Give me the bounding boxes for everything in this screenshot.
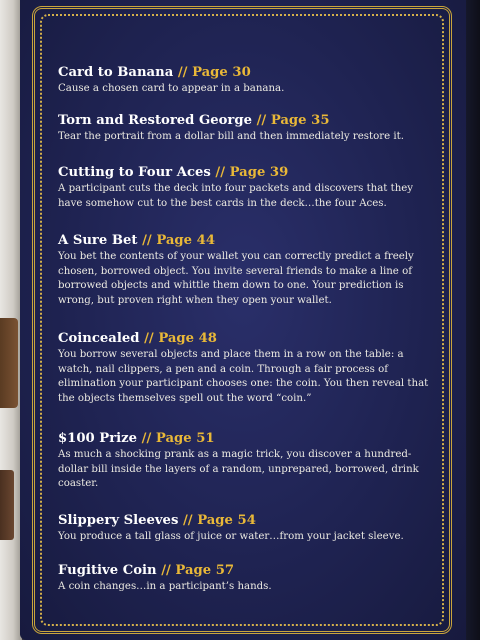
entry-heading <box>58 64 438 81</box>
entry-separator: // <box>177 65 188 80</box>
book-strap-lower <box>0 470 14 540</box>
entry-separator: // <box>215 165 226 180</box>
entry-separator: // <box>144 331 154 346</box>
entry-title: Torn and Restored George <box>58 113 252 128</box>
entry-separator: // <box>142 233 152 248</box>
entry-description: Cause a chosen card to appear in a banana. <box>58 83 285 94</box>
entry-separator: // <box>141 431 152 446</box>
toc-entry <box>58 112 438 145</box>
entry-page-number: Page 48 <box>158 331 217 346</box>
toc-entry <box>58 164 438 211</box>
entry-heading <box>58 330 438 347</box>
entry-title: Coincealed <box>58 331 140 346</box>
toc-entry <box>58 64 438 97</box>
entry-heading <box>58 562 438 579</box>
toc-entry <box>58 330 438 406</box>
toc-entry <box>58 562 438 595</box>
entry-description: Tear the portrait from a dollar bill and then immediately restore it. <box>58 131 404 142</box>
entry-separator: // <box>161 563 171 578</box>
entry-heading <box>58 164 438 181</box>
entry-description: You borrow several objects and place them in a row on the table: a watch, nail clippers, a pen and a coin. Through a fair process of elimination your participant chooses one: the coin. You then reveal that the objects themselves spell out the word “coin.” <box>58 349 429 404</box>
entry-page-number: Page 35 <box>270 113 330 128</box>
entry-title: Fugitive Coin <box>58 563 157 578</box>
entry-title: Cutting to Four Aces <box>58 165 211 180</box>
book-strap <box>0 318 18 408</box>
entry-description: As much a shocking prank as a magic trick, you discover a hundred-dollar bill inside the layers of a random, unprepared, borrowed, drink coaster. <box>58 449 419 490</box>
entry-page-number: Page 54 <box>197 513 256 528</box>
entry-description: You bet the contents of your wallet you can correctly predict a freely chosen, borrowed object. You invite several friends to make a line of borrowed objects and whittle them down to one. Your prediction is wrong, but proven right when they open your wallet. <box>58 251 414 306</box>
entry-page-number: Page 57 <box>175 563 235 578</box>
entry-title: A Sure Bet <box>58 233 138 248</box>
toc-entry <box>58 232 438 308</box>
entry-page-number: Page 39 <box>229 165 289 180</box>
entry-title: $100 Prize <box>58 431 138 446</box>
entry-description: A participant cuts the deck into four packets and discovers that they have somehow cut to the best cards in the deck…the four Aces. <box>58 183 414 209</box>
entry-title: Card to Banana <box>58 65 174 80</box>
entry-description: A coin changes…in a participant’s hands. <box>58 581 272 592</box>
entry-page-number: Page 44 <box>156 233 215 248</box>
entry-heading <box>58 232 438 249</box>
entry-heading <box>58 512 438 529</box>
entry-separator: // <box>182 513 193 528</box>
toc-entry <box>58 430 438 492</box>
entry-page-number: Page 51 <box>155 431 215 446</box>
entry-separator: // <box>256 113 267 128</box>
entry-page-number: Page 30 <box>192 65 251 80</box>
entry-heading <box>58 430 438 447</box>
entry-title: Slippery Sleeves <box>58 513 179 528</box>
entry-description: You produce a tall glass of juice or water…from your jacket sleeve. <box>58 531 404 542</box>
entry-heading <box>58 112 438 129</box>
toc-entry <box>58 512 438 545</box>
